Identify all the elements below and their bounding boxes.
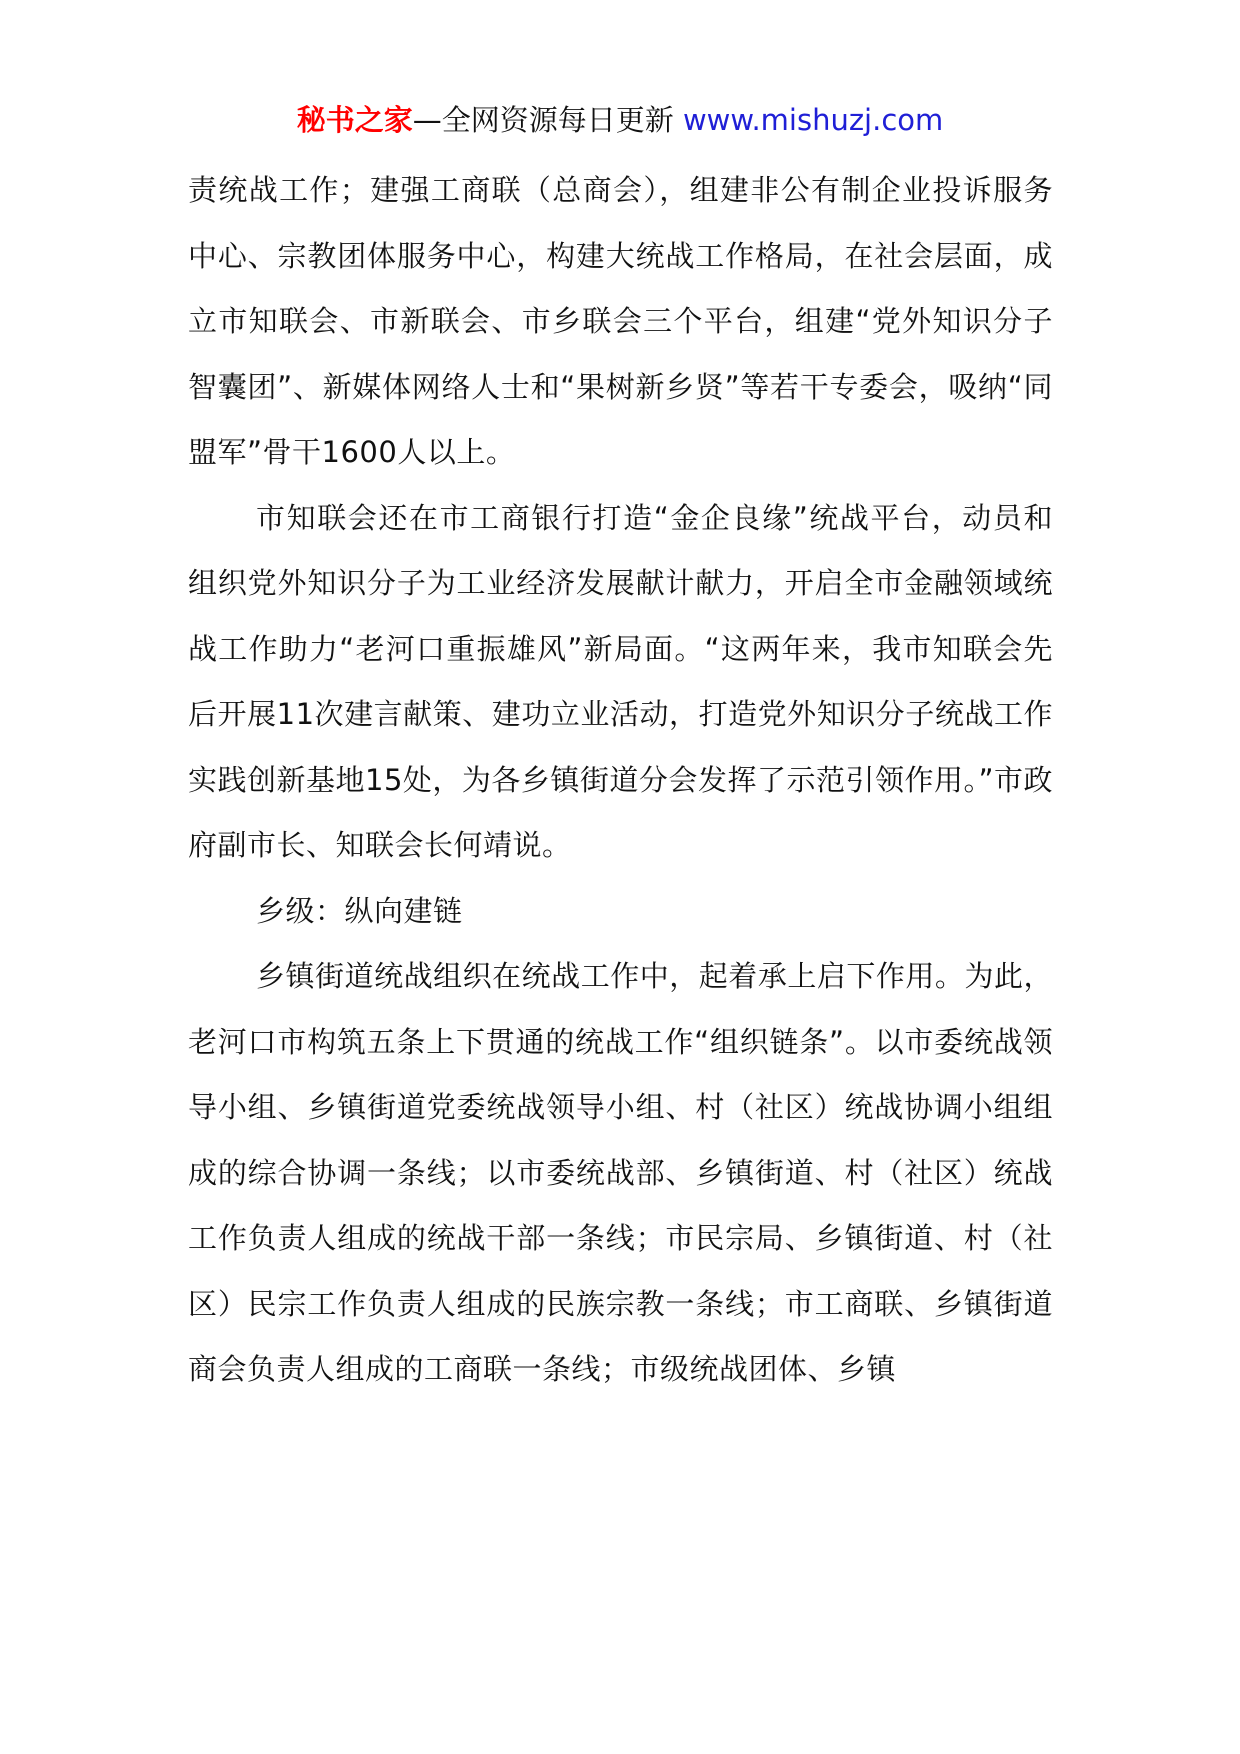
paragraph: 市知联会还在市工商银行打造“金企良缘”统战平台，动员和组织党外知识分子为工业经济发展献计献力，开启全市金融领域统战工作助力“老河口重振雄风”新局面。“这两年来，我市知联会先后开展11次建言献策、建功立业活动，打造党外知识分子统战工作实践创新基地15处，为各乡镇街道分会发挥了示范引领作用。”市政府副市长、知联会长何靖说。: [188, 500, 1053, 862]
paragraph: 责统战工作；建强工商联（总商会），组建非公有制企业投诉服务中心、宗教团体服务中心，构建大统战工作格局，在社会层面，成立市知联会、市新联会、市乡联会三个平台，组建“党外知识分子智囊团”、新媒体网络人士和“果树新乡贤”等若干专委会，吸纳“同盟军”骨干1600人以上。: [188, 173, 1053, 469]
section-heading: 乡级：纵向建链: [256, 893, 463, 928]
document-body: [188, 158, 1053, 1403]
site-url-link[interactable]: www.mishuzj.com: [682, 103, 944, 137]
paragraph: 乡镇街道统战组织在统战工作中，起着承上启下作用。为此，老河口市构筑五条上下贯通的统战工作“组织链条”。以市委统战领导小组、乡镇街道党委统战领导小组、村（社区）统战协调小组组成的综合协调一条线；以市委统战部、乡镇街道、村（社区）统战工作负责人组成的统战干部一条线；市民宗局、乡镇街道、村（社区）民宗工作负责人组成的民族宗教一条线；市工商联、乡镇街道商会负责人组成的工商联一条线；市级统战团体、乡镇: [188, 959, 1053, 1386]
site-tagline: —全网资源每日更新: [412, 103, 674, 137]
site-header: [0, 100, 1240, 140]
site-brand: 秘书之家: [296, 103, 413, 137]
